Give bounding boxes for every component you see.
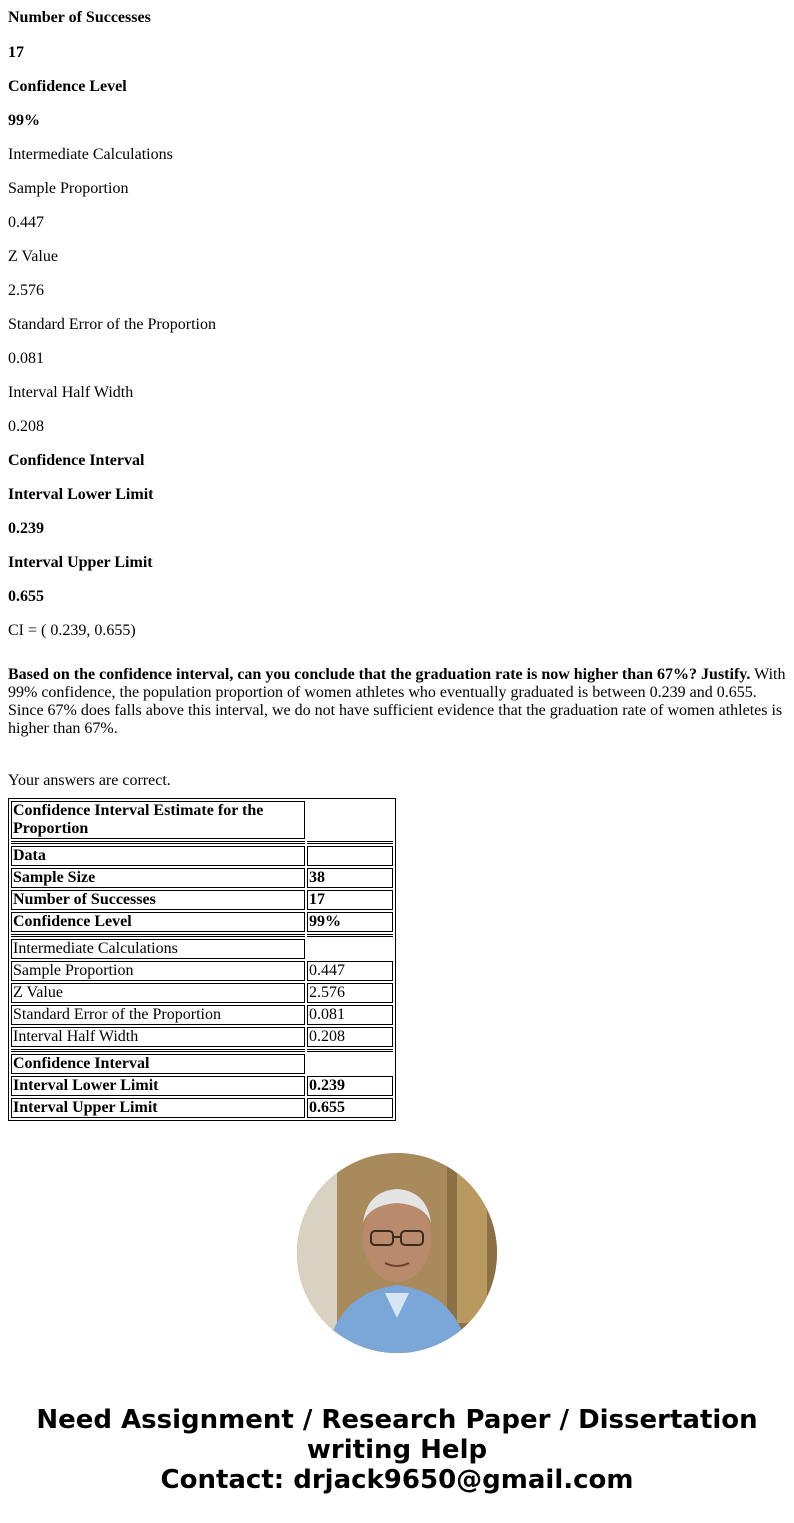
promo-banner — [0, 1405, 794, 1495]
summary-line: Intermediate Calculations — [8, 146, 173, 163]
table-row — [11, 983, 393, 1003]
row-label: Z Value — [11, 983, 305, 1003]
summary-line: 0.655 — [8, 588, 44, 605]
table-row — [11, 1027, 393, 1047]
summary-line: Interval Half Width — [8, 384, 134, 401]
answer-text: With 99% confidence, the population proportion of women athletes who eventually graduated is between 0.239 and 0.655. Since 67% does falls above this interval, we do not have sufficient evidence that the graduation rate of women athletes is higher than 67%. — [8, 666, 786, 737]
summary-list — [8, 0, 786, 648]
data-header: Data — [11, 846, 305, 866]
row-label: Confidence Level — [11, 912, 305, 932]
summary-line: Confidence Level — [8, 78, 127, 95]
summary-line: Interval Lower Limit — [8, 486, 154, 503]
row-value: 2.576 — [307, 983, 393, 1003]
table-title: Confidence Interval Estimate for the Proportion — [11, 801, 305, 839]
row-label: Interval Half Width — [11, 1027, 305, 1047]
summary-line: 0.081 — [8, 350, 44, 367]
row-value: 38 — [307, 868, 393, 888]
row-value: 99% — [307, 912, 393, 932]
row-label: Interval Upper Limit — [11, 1098, 305, 1118]
summary-line: Standard Error of the Proportion — [8, 316, 216, 333]
row-value: 0.655 — [307, 1098, 393, 1118]
row-label: Interval Lower Limit — [11, 1076, 305, 1096]
row-value: 17 — [307, 890, 393, 910]
table-row — [11, 890, 393, 910]
table-row — [11, 1076, 393, 1096]
question-answer — [8, 666, 786, 738]
row-value: 0.208 — [307, 1027, 393, 1047]
table-row — [11, 868, 393, 888]
ci-header-row — [11, 1054, 393, 1074]
ci-header: Confidence Interval — [11, 1054, 305, 1074]
summary-line: Sample Proportion — [8, 180, 129, 197]
summary-line: 0.208 — [8, 418, 44, 435]
summary-line: Number of Successes — [8, 9, 151, 26]
summary-line: Z Value — [8, 248, 58, 265]
question-text: Based on the confidence interval, can you conclude that the graduation rate is now higher than 67%? Justify. — [8, 666, 751, 683]
table-row — [11, 1005, 393, 1025]
intermediate-header: Intermediate Calculations — [11, 939, 305, 959]
document-body — [8, 0, 786, 1121]
table-row — [11, 912, 393, 932]
summary-line: CI = ( 0.239, 0.655) — [8, 622, 136, 639]
promo-line-1: Need Assignment / Research Paper / Dissertation writing Help — [36, 1405, 758, 1465]
summary-line: Confidence Interval — [8, 452, 145, 469]
table-row — [11, 961, 393, 981]
row-label: Number of Successes — [11, 890, 305, 910]
ci-estimate-table — [8, 798, 396, 1121]
table-row — [11, 1098, 393, 1118]
summary-line: 17 — [8, 44, 24, 61]
correct-message: Your answers are correct. — [8, 772, 171, 789]
summary-line: 99% — [8, 112, 40, 129]
avatar — [297, 1153, 497, 1353]
intermediate-header-row — [11, 939, 393, 959]
promo-contact: Contact: drjack9650@gmail.com — [160, 1465, 634, 1495]
table-title-row — [11, 801, 393, 839]
data-header-row — [11, 846, 393, 866]
row-label: Sample Proportion — [11, 961, 305, 981]
row-value: 0.447 — [307, 961, 393, 981]
author-photo — [297, 1153, 497, 1353]
summary-line: Interval Upper Limit — [8, 554, 153, 571]
row-value: 0.081 — [307, 1005, 393, 1025]
summary-line: 0.447 — [8, 214, 44, 231]
row-value: 0.239 — [307, 1076, 393, 1096]
summary-line: 0.239 — [8, 520, 44, 537]
row-label: Standard Error of the Proportion — [11, 1005, 305, 1025]
row-label: Sample Size — [11, 868, 305, 888]
summary-line: 2.576 — [8, 282, 44, 299]
